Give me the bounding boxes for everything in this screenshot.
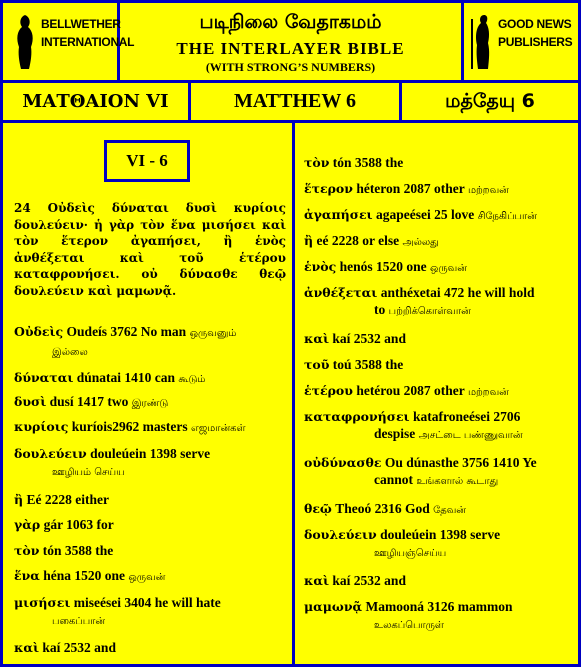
greek-word: τὸν xyxy=(14,543,40,558)
word-entry xyxy=(304,408,572,444)
transliteration: Theoó 2316 God xyxy=(335,501,430,516)
greek-word: οὐδύνασθε xyxy=(304,455,382,470)
word-entry-line2 xyxy=(304,543,572,562)
transliteration: tón 3588 the xyxy=(332,155,404,170)
greek-word: ἀνθέξεται xyxy=(304,285,378,300)
word-entry xyxy=(304,284,572,320)
word-entry-line xyxy=(304,598,572,615)
transliteration: gár 1063 for xyxy=(43,517,114,532)
greek-word: δυσὶ xyxy=(14,394,47,409)
transliteration: héna 1520 one xyxy=(43,568,126,583)
word-entry-line xyxy=(304,572,572,589)
tamil-gloss-line2: ஊழியஞ்செய்ய xyxy=(374,548,447,559)
tamil-gloss: மற்றவன் xyxy=(467,185,509,196)
gloss-line2: ஊழியம் செய்ய xyxy=(52,467,125,478)
greek-word: μαμωνᾷ xyxy=(304,599,363,614)
word-entry xyxy=(14,369,286,388)
word-entry xyxy=(14,418,286,437)
greek-word: κυρίοις xyxy=(14,419,69,434)
word-entry-line xyxy=(304,382,572,401)
tamil-gloss: தேவன் xyxy=(433,505,466,516)
word-entry-line xyxy=(14,323,286,342)
word-entry-line2 xyxy=(304,301,572,320)
transliteration: eé 2228 or else xyxy=(316,233,400,248)
transliteration: kuríois2962 masters xyxy=(71,419,188,434)
greek-word: γὰρ xyxy=(14,517,41,532)
transliteration: douleúein 1398 serve xyxy=(90,446,211,461)
word-entry-line xyxy=(14,393,286,412)
word-entry xyxy=(14,542,286,559)
transliteration: dusí 1417 two xyxy=(49,394,129,409)
greek-word: καὶ xyxy=(304,331,330,346)
word-entry xyxy=(304,206,572,225)
tamil-gloss: கூடும் xyxy=(178,374,206,385)
tamil-gloss-line2: பற்றிக்கொள்வான் xyxy=(388,306,471,317)
book-bar xyxy=(3,83,578,123)
gloss-line2: despise xyxy=(374,426,416,441)
transliteration: kaí 2532 and xyxy=(332,573,406,588)
word-entry xyxy=(304,258,572,277)
greek-word: τοῦ xyxy=(304,357,330,372)
chapter-box: VI - 6 xyxy=(104,140,190,182)
word-entry xyxy=(14,393,286,412)
greek-word: καὶ xyxy=(304,573,330,588)
book-greek: ΜΑΤΘΑΙΟΝ VI xyxy=(3,83,191,120)
book-english: MATTHEW 6 xyxy=(191,83,402,120)
transliteration: dúnatai 1410 can xyxy=(76,370,176,385)
title-block xyxy=(120,3,461,80)
word-entry xyxy=(304,598,572,634)
word-entry-line2 xyxy=(304,471,572,490)
word-entry xyxy=(304,382,572,401)
tamil-gloss-line2: அசட்டை பண்ணுவான் xyxy=(418,430,523,441)
word-entry-line xyxy=(304,330,572,347)
logo-left-line2: INTERNATIONAL xyxy=(41,35,135,49)
header xyxy=(3,3,578,83)
word-entry-line xyxy=(304,500,572,519)
word-entry xyxy=(14,491,286,508)
word-entry-line xyxy=(14,418,286,437)
tamil-gloss: எஜமான்கள் xyxy=(191,423,246,434)
greek-word: ἢ xyxy=(14,492,24,507)
transliteration: kaí 2532 and xyxy=(332,331,406,346)
word-entry xyxy=(304,180,572,199)
title-tamil: படிநிலை வேதாகமம் xyxy=(199,11,382,33)
word-entry-line xyxy=(304,206,572,225)
greek-word: ἕτερον xyxy=(304,181,353,196)
tamil-gloss: சிநேகிப்பான் xyxy=(477,211,537,222)
greek-word: θεῷ xyxy=(304,501,332,516)
shepherd-silhouette-icon xyxy=(468,13,496,71)
bellwether-logo xyxy=(3,3,135,80)
word-entry-line xyxy=(304,284,572,301)
tamil-gloss: இரண்டு xyxy=(131,398,169,409)
verse-text: 24 Οὐδεὶς δύναται δυσὶ κυρίοις δουλεύειν· ἡ γὰρ τὸν ἕνα μισήσει καὶ τὸν ἕτερον ἀγαπήσει, ἢ ἑνὸς ἀνθέξεται καὶ τοῦ ἑτέρου καταφρονήσει. οὐ δύνασθε θεῷ δουλεύειν καὶ μαμωνᾷ. xyxy=(14,201,286,298)
word-entry-line xyxy=(14,516,286,533)
word-entry xyxy=(14,567,286,586)
word-entry-line2 xyxy=(14,462,286,481)
transliteration: hetérou 2087 other xyxy=(356,383,465,398)
greek-word: καταφρονήσει xyxy=(304,409,410,424)
subtitle: (WITH STRONG’S NUMBERS) xyxy=(205,60,376,74)
word-entry xyxy=(304,154,572,171)
tamil-gloss: ஒருவனும் xyxy=(189,328,237,339)
transliteration: anthéxetai 472 he will hold xyxy=(380,285,535,300)
word-entry xyxy=(304,356,572,373)
word-entry-line2 xyxy=(304,615,572,634)
sheep-silhouette-icon xyxy=(11,13,39,71)
transliteration: Mamooná 3126 mammon xyxy=(365,599,513,614)
word-entry-line xyxy=(304,526,572,543)
transliteration: toú 3588 the xyxy=(332,357,404,372)
greek-word: δουλεύειν xyxy=(304,527,377,542)
transliteration: kaí 2532 and xyxy=(42,640,116,655)
transliteration: miseései 3404 he will hate xyxy=(73,595,221,610)
word-entry xyxy=(304,572,572,589)
transliteration: henós 1520 one xyxy=(339,259,427,274)
word-entry-line xyxy=(304,408,572,425)
word-entry xyxy=(304,232,572,251)
transliteration: Oudeís 3762 No man xyxy=(66,324,187,339)
greek-word: Οὐδεὶς xyxy=(14,324,64,339)
column-divider xyxy=(292,123,295,664)
word-entry-line xyxy=(14,567,286,586)
greek-word: δουλεύειν xyxy=(14,446,87,461)
word-entry-line xyxy=(304,454,572,471)
tamil-gloss: ஒருவன் xyxy=(430,263,467,274)
greek-word: ἕνα xyxy=(14,568,40,583)
logo-left-line1: BELLWETHER xyxy=(41,17,121,31)
word-entry-line xyxy=(304,258,572,277)
tamil-gloss: அல்லது xyxy=(402,237,439,248)
word-entry-line2 xyxy=(14,611,286,630)
word-entry-line xyxy=(14,445,286,462)
word-entry-line xyxy=(14,639,286,656)
word-entry xyxy=(14,445,286,481)
transliteration: Eé 2228 either xyxy=(26,492,109,507)
book-tamil: மத்தேயு 6 xyxy=(445,90,535,112)
gloss-line2: இல்லை xyxy=(52,347,88,358)
word-entry-line xyxy=(304,232,572,251)
word-entry-line2 xyxy=(14,342,286,361)
tamil-gloss-line2: உங்களால் கூடாது xyxy=(416,476,499,487)
transliteration: tón 3588 the xyxy=(42,543,114,558)
transliteration: Ou dúnasthe 3756 1410 Ye xyxy=(384,455,537,470)
word-entry xyxy=(304,526,572,562)
logo-right-line2: PUBLISHERS xyxy=(498,35,573,49)
word-entry xyxy=(14,323,286,361)
greek-word: ἢ xyxy=(304,233,314,248)
transliteration: héteron 2087 other xyxy=(356,181,465,196)
good-news-logo xyxy=(461,3,578,80)
greek-word: μισήσει xyxy=(14,595,71,610)
word-entry-line xyxy=(304,180,572,199)
word-entry xyxy=(304,330,572,347)
tamil-gloss: மற்றவன் xyxy=(467,387,509,398)
right-column xyxy=(304,123,572,664)
logo-right-line1: GOOD NEWS xyxy=(498,17,572,31)
greek-word: ἀγαπήσει xyxy=(304,207,373,222)
word-entry xyxy=(304,500,572,519)
transliteration: agapeései 25 love xyxy=(375,207,475,222)
greek-word: τὸν xyxy=(304,155,330,170)
word-entry xyxy=(14,516,286,533)
gloss-line2: to xyxy=(374,302,386,317)
word-entry-line2 xyxy=(304,425,572,444)
word-entry xyxy=(304,454,572,490)
word-entry-line xyxy=(14,594,286,611)
gloss-line2: cannot xyxy=(374,472,414,487)
tamil-gloss: ஒருவன் xyxy=(128,572,166,583)
word-entry xyxy=(14,594,286,630)
word-entry-line xyxy=(14,369,286,388)
greek-word: δύναται xyxy=(14,370,74,385)
word-entry-line xyxy=(14,491,286,508)
transliteration: douleúein 1398 serve xyxy=(380,527,501,542)
word-entry xyxy=(14,639,286,656)
transliteration: katafroneései 2706 xyxy=(412,409,521,424)
word-entry-line xyxy=(304,356,572,373)
gloss-line2: பகைப்பான் xyxy=(52,616,106,627)
word-entry-line xyxy=(14,542,286,559)
greek-word: καὶ xyxy=(14,640,40,655)
left-column xyxy=(14,123,286,664)
greek-word: ἑνὸς xyxy=(304,259,337,274)
greek-word: ἑτέρου xyxy=(304,383,353,398)
tamil-gloss-line2: உலகப்பொருள் xyxy=(374,620,444,631)
word-entry-line xyxy=(304,154,572,171)
title-english: THE INTERLAYER BIBLE xyxy=(176,39,405,58)
